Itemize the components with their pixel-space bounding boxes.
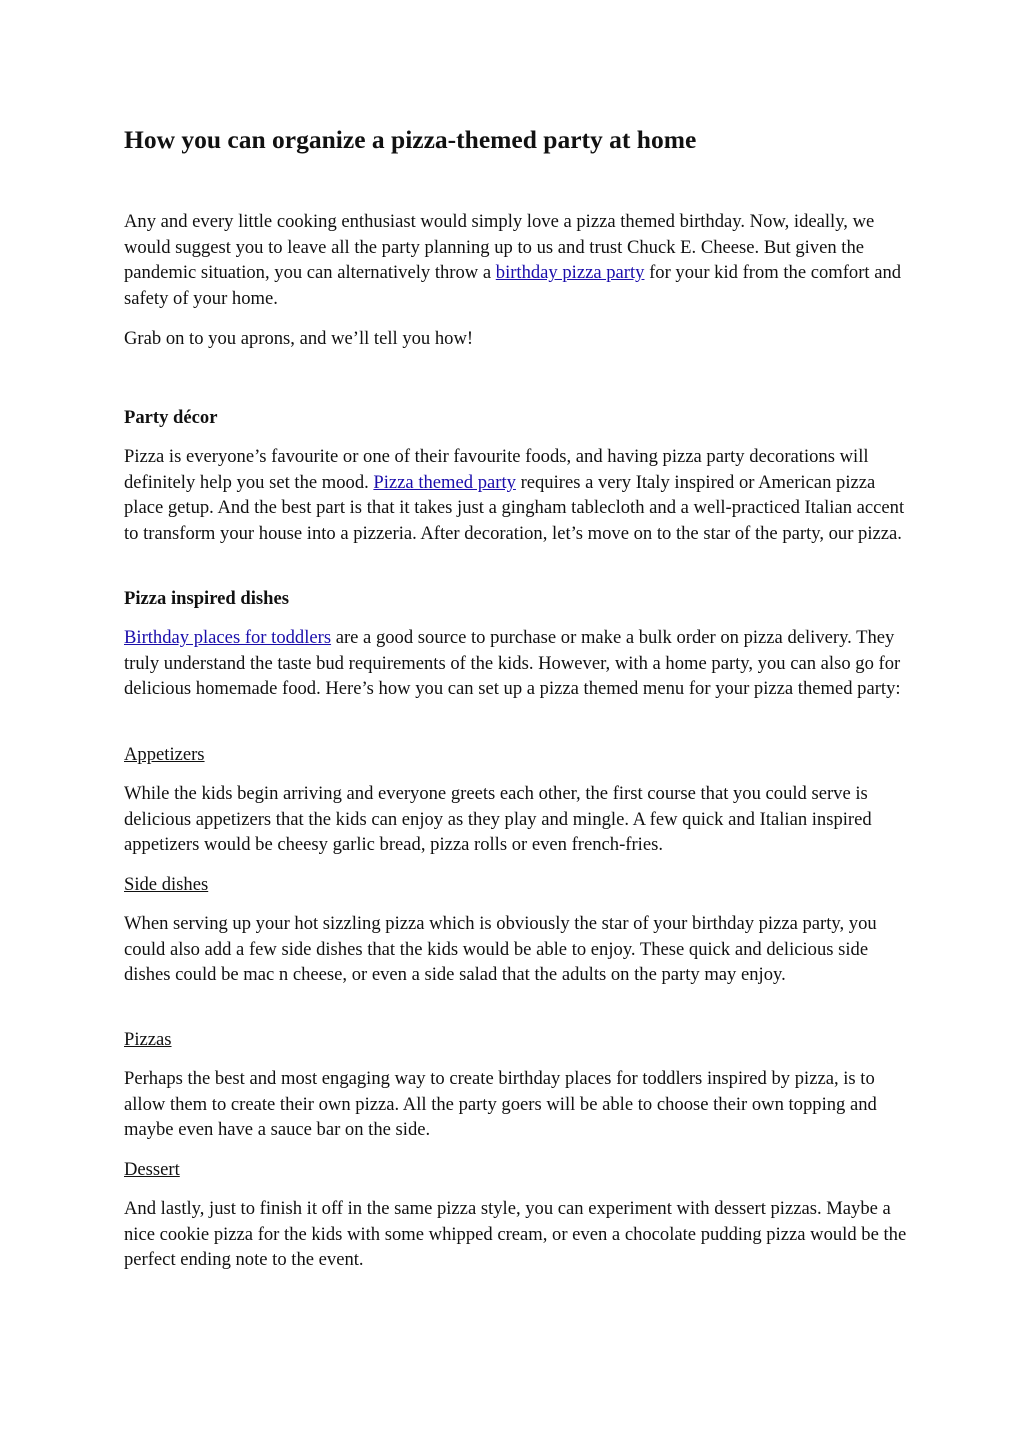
side-dishes-paragraph: When serving up your hot sizzling pizza which is obviously the star of your birthday pizza party, you could also add a few side dishes that the kids would be able to enjoy. These quick and delicious side dishes could be mac n cheese, or even a side salad that the adults on the party may enjoy. [124,913,877,986]
page-title: How you can organize a pizza-themed party at home [124,125,697,154]
side-dishes-heading: Side dishes [124,874,209,895]
party-decor-heading: Party décor [124,407,218,428]
decor-text-end: requires a very Italy inspired or American pizza place getup. And the best part is that it takes just a gingham tablecloth and a well-practiced Italian accent to transform your house into a pizzeria. After decoration, let’s move on to the star of the party, our pizza. [124,471,905,545]
dessert-paragraph: And lastly, just to finish it off in the same pizza style, you can experiment with dessert pizzas. Maybe a nice cookie pizza for the kids with some whipped cream, or even a chocolate pudding pizza would be the perfect ending note to the event. [124,1198,907,1271]
intro-text-start: Any and every little cooking enthusiast would simply love a pizza themed birthday. Now, ideally, we would suggest you to leave all the party planning up to us and trust Chuck E. Cheese. But given the pandemic situation, you can alternatively throw a [124,211,875,284]
dessert-heading: Dessert [124,1159,180,1180]
appetizers-heading: Appetizers [124,744,205,765]
pizza-themed-party-link[interactable]: Pizza themed party [373,471,516,493]
dishes-text-end: are a good source to purchase or make a bulk order on pizza delivery. They truly understand the taste bud requirements of the kids. However, with a home party, you can also go for delicious homemade food. Here’s how you can set up a pizza themed menu for your pizza themed party: [124,627,901,700]
intro-text-end: for your kid from the comfort and safety of your home. [124,262,902,310]
pizza-dishes-heading: Pizza inspired dishes [124,588,289,609]
decor-text-start: Pizza is everyone’s favourite or one of their favourite foods, and having pizza party decorations will definitely help you set the mood. [124,446,869,493]
party-decor-paragraph [124,444,914,547]
pizza-dishes-paragraph [124,625,914,702]
pizzas-heading: Pizzas [124,1029,172,1050]
intro-paragraph [124,209,914,312]
pizzas-paragraph: Perhaps the best and most engaging way to create birthday places for toddlers inspired by pizza, is to allow them to create their own pizza. All the party goers will be able to choose their own topping and maybe even have a sauce bar on the side. [124,1068,877,1141]
birthday-pizza-party-link[interactable]: birthday pizza party [495,262,645,284]
intro-paragraph-2: Grab on to you aprons, and we’ll tell you how! [124,328,474,349]
appetizers-paragraph: While the kids begin arriving and everyone greets each other, the first course that you could serve is delicious appetizers that the kids can enjoy as they play and mingle. A few quick and Italian inspired appetizers would be cheesy garlic bread, pizza rolls or even french-fries. [124,783,872,856]
birthday-places-link[interactable]: Birthday places for toddlers [124,627,332,648]
